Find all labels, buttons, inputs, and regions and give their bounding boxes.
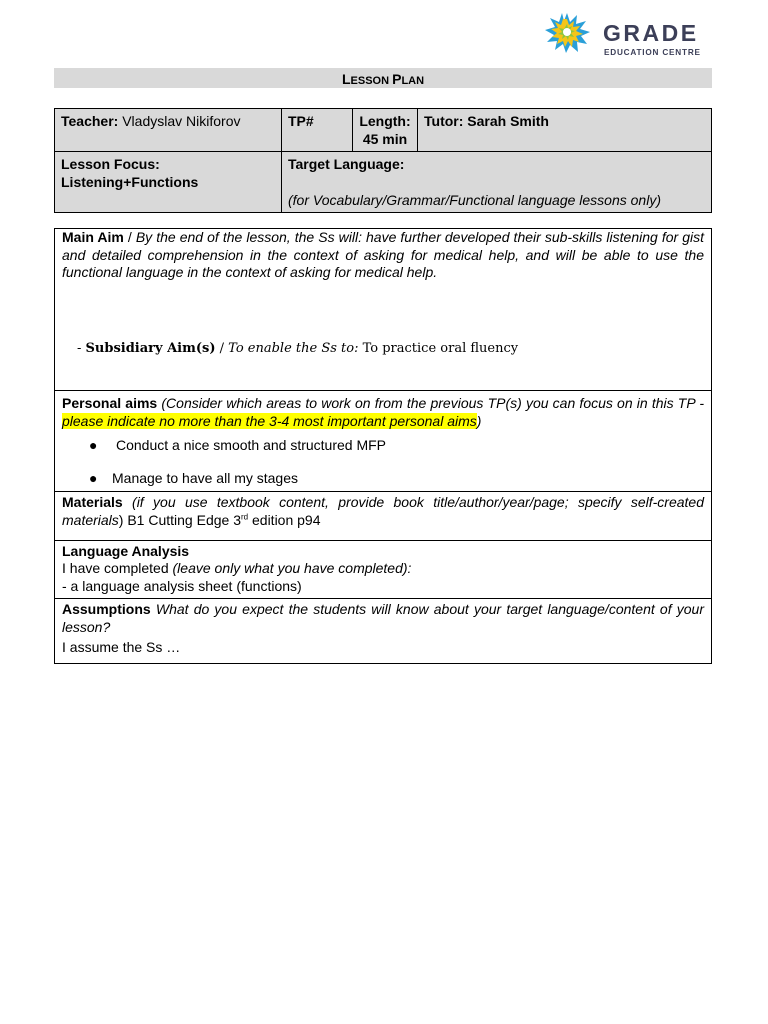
target-language-label: Target Language: — [288, 156, 405, 172]
personal-aim-item: Conduct a nice smooth and structured MFP — [116, 437, 387, 453]
page-title: LESSON PLAN — [54, 68, 712, 88]
personal-aims-label: Personal aims — [62, 395, 158, 411]
language-analysis-label: Language Analysis — [62, 543, 190, 559]
subsidiary-aim-label: Subsidiary Aim(s) — [85, 341, 216, 356]
tutor-cell — [418, 109, 712, 152]
sunburst-logo-icon — [543, 10, 591, 54]
materials-label: Materials — [62, 494, 123, 510]
length-value: 45 min — [362, 131, 408, 147]
language-analysis-section — [55, 540, 711, 597]
lesson-header-table — [54, 108, 712, 213]
tp-label: TP# — [288, 113, 314, 129]
target-language-note: (for Vocabulary/Grammar/Functional language lessons only) — [288, 192, 661, 208]
focus-label: Lesson Focus: — [61, 156, 160, 172]
main-aim-text: Main Aim / By the end of the lesson, the Ss will: have further developed their sub-skills listening for gist and detailed comprehension in the context of asking for medical help, and will be able to use the functional language in the context of asking for medical help. — [62, 229, 704, 280]
materials-section — [55, 491, 711, 540]
bullet-icon: ● — [89, 470, 98, 486]
logo-wordmark: GRADE — [603, 20, 699, 46]
teacher-label: Teacher: — [61, 113, 119, 129]
assumptions-text: Assumptions What do you expect the students will know about your target language/content of your lesson? — [62, 601, 704, 635]
tutor-label: Tutor: Sarah Smith — [424, 113, 549, 129]
grade-logo — [543, 10, 713, 55]
main-aim-label: Main Aim — [62, 229, 124, 245]
personal-aims-highlight: please indicate no more than the 3-4 most important personal aims — [62, 412, 477, 429]
materials-text: Materials (if you use textbook content, provide book title/author/year/page; specify self-created materials) B1 Cutting Edge 3rd edition p94 — [62, 494, 704, 528]
tp-cell — [282, 109, 353, 152]
personal-aims-text: Personal aims (Consider which areas to work on from the previous TP(s) you can focus on in this TP - please indicate no more than the 3-4 most important personal aims) — [62, 395, 705, 429]
length-cell — [353, 109, 418, 152]
teacher-value: Vladyslav Nikiforov — [118, 113, 241, 129]
length-label: Length: — [359, 113, 411, 129]
focus-value: Listening+Functions — [61, 174, 199, 190]
personal-aim-item: Manage to have all my stages — [112, 470, 298, 486]
subsidiary-aim: - Subsidiary Aim(s) / To enable the Ss to: To practice oral fluency — [77, 341, 519, 356]
teacher-cell — [55, 109, 282, 152]
personal-aims-section — [55, 390, 711, 491]
assumptions-label: Assumptions — [62, 601, 151, 617]
assumptions-value: I assume the Ss … — [62, 639, 181, 655]
target-language-cell — [282, 152, 712, 213]
bullet-icon: ● — [89, 437, 98, 453]
assumptions-section — [55, 598, 711, 664]
lesson-details-box — [54, 228, 712, 664]
language-analysis-completed: I have completed (leave only what you have completed): — [62, 560, 412, 576]
logo-subtitle: EDUCATION CENTRE — [604, 48, 701, 57]
language-analysis-item: - a language analysis sheet (functions) — [62, 578, 302, 594]
focus-cell — [55, 152, 282, 213]
